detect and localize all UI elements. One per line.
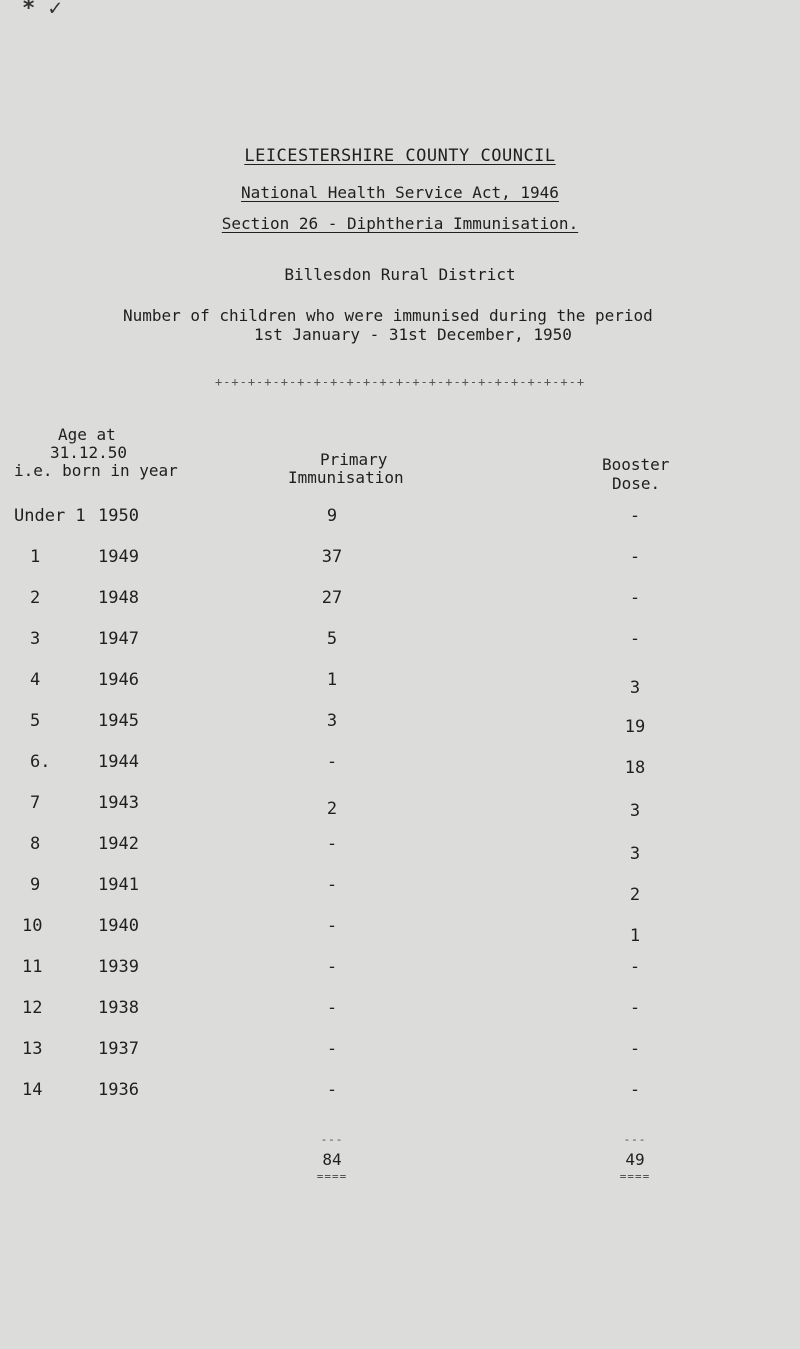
primary-cell: 27 — [321, 588, 343, 608]
description-line-1: Number of children who were immunised during the period — [123, 306, 653, 325]
age-cell: 9 — [30, 875, 41, 895]
year-cell: 1950 — [98, 506, 139, 526]
table-row — [0, 998, 800, 1026]
age-cell: 6. — [30, 752, 51, 772]
table-row — [0, 957, 800, 985]
primary-header-line-2: Immunisation — [288, 468, 404, 487]
year-cell: 1944 — [98, 752, 139, 772]
primary-cell: 5 — [326, 629, 338, 649]
year-cell: 1943 — [98, 793, 139, 813]
year-cell: 1939 — [98, 957, 139, 977]
age-cell: 7 — [30, 793, 41, 813]
table-row — [0, 752, 800, 780]
age-cell: 4 — [30, 670, 41, 690]
age-cell: 8 — [30, 834, 41, 854]
corner-mark: * ✓ — [22, 0, 62, 21]
booster-cell: - — [629, 506, 641, 526]
booster-cell: 18 — [624, 758, 646, 778]
table-row — [0, 629, 800, 657]
year-cell: 1946 — [98, 670, 139, 690]
section-title: Section 26 - Diphtheria Immunisation. — [221, 214, 579, 233]
year-cell: 1949 — [98, 547, 139, 567]
age-cell: 14 — [22, 1080, 43, 1100]
booster-cell: 19 — [624, 717, 646, 737]
primary-cell: 37 — [321, 547, 343, 567]
table-row — [0, 834, 800, 862]
primary-cell: - — [326, 752, 338, 772]
primary-cell: - — [326, 1039, 338, 1059]
primary-cell: 9 — [326, 506, 338, 526]
primary-cell: - — [326, 1080, 338, 1100]
description-line-2: 1st January - 31st December, 1950 — [254, 325, 572, 344]
table-row — [0, 588, 800, 616]
primary-cell: 3 — [326, 711, 338, 731]
booster-header-line-1: Booster — [602, 455, 670, 474]
primary-cell: 1 — [326, 670, 338, 690]
primary-cell: - — [326, 998, 338, 1018]
table-row — [0, 711, 800, 739]
primary-cell: - — [326, 834, 338, 854]
booster-total-rule: --- — [623, 1133, 647, 1146]
booster-cell: - — [629, 547, 641, 567]
year-cell: 1948 — [98, 588, 139, 608]
table-row — [0, 670, 800, 698]
table-row — [0, 793, 800, 821]
year-cell: 1936 — [98, 1080, 139, 1100]
year-cell: 1940 — [98, 916, 139, 936]
booster-cell: - — [629, 629, 641, 649]
primary-cell: - — [326, 957, 338, 977]
year-cell: 1942 — [98, 834, 139, 854]
booster-cell: 3 — [629, 678, 641, 698]
age-cell: 2 — [30, 588, 41, 608]
year-cell: 1937 — [98, 1039, 139, 1059]
booster-cell: 3 — [629, 801, 641, 821]
booster-cell: 1 — [629, 926, 641, 946]
age-header-line-3: i.e. born in year — [14, 461, 178, 480]
table-row — [0, 1080, 800, 1108]
booster-cell: - — [629, 1039, 641, 1059]
table-row — [0, 916, 800, 944]
booster-cell: - — [629, 588, 641, 608]
primary-total-rule: --- — [320, 1133, 344, 1146]
booster-total: 49 — [625, 1150, 645, 1169]
table-row — [0, 875, 800, 903]
age-cell: Under 1 — [14, 506, 86, 526]
age-cell: 3 — [30, 629, 41, 649]
age-cell: 11 — [22, 957, 43, 977]
primary-cell: - — [326, 916, 338, 936]
primary-double-rule: ==== — [316, 1170, 348, 1183]
separator-line: +-+-+-+-+-+-+-+-+-+-+-+-+-+-+-+-+-+-+-+-+-+-+ — [214, 375, 586, 389]
age-cell: 12 — [22, 998, 43, 1018]
booster-cell: - — [629, 998, 641, 1018]
primary-total: 84 — [322, 1150, 342, 1169]
primary-cell: - — [326, 875, 338, 895]
year-cell: 1938 — [98, 998, 139, 1018]
age-cell: 1 — [30, 547, 41, 567]
booster-cell: 2 — [629, 885, 641, 905]
age-cell: 13 — [22, 1039, 43, 1059]
booster-header-line-2: Dose. — [612, 474, 661, 493]
council-title: LEICESTERSHIRE COUNTY COUNCIL — [244, 146, 556, 166]
table-row — [0, 547, 800, 575]
age-header-line-2: 31.12.50 — [50, 443, 128, 462]
age-cell: 10 — [22, 916, 43, 936]
primary-header-line-1: Primary — [320, 450, 388, 469]
primary-cell: 2 — [326, 799, 338, 819]
booster-cell: 3 — [629, 844, 641, 864]
booster-double-rule: ==== — [619, 1170, 651, 1183]
table-row — [0, 1039, 800, 1067]
year-cell: 1945 — [98, 711, 139, 731]
age-header-line-1: Age at — [58, 425, 116, 444]
district-title: Billesdon Rural District — [284, 265, 516, 284]
booster-cell: - — [629, 1080, 641, 1100]
year-cell: 1947 — [98, 629, 139, 649]
year-cell: 1941 — [98, 875, 139, 895]
age-cell: 5 — [30, 711, 41, 731]
act-title: National Health Service Act, 1946 — [241, 183, 559, 202]
booster-cell: - — [629, 957, 641, 977]
table-row — [0, 506, 800, 534]
